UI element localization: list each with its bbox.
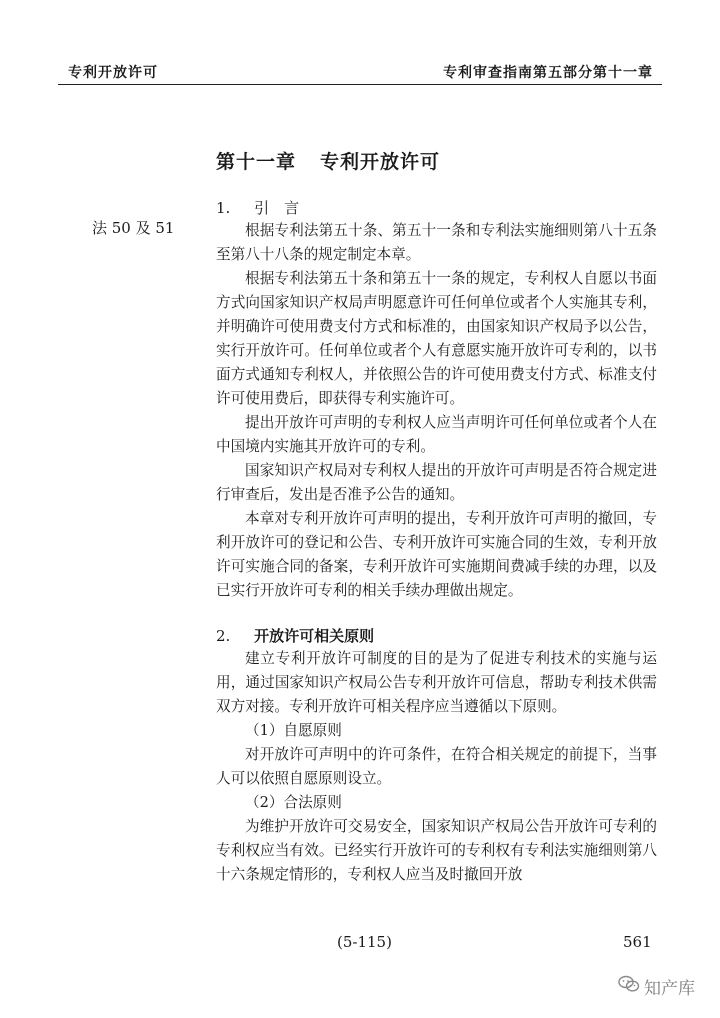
chapter-number: 第十一章 — [216, 151, 297, 173]
running-header-right: 专利审查指南第五部分第十一章 — [443, 65, 653, 81]
paragraph: 对开放许可声明中的许可条件，在符合相关规定的前提下，当事人可以依照自愿原则设立。 — [216, 746, 657, 787]
wechat-icon — [618, 975, 644, 998]
paragraph: 根据专利法第五十条、第五十一条和专利法实施细则第八十五条至第八十八条的规定制定本章。 — [216, 222, 657, 263]
watermark — [618, 974, 695, 999]
page-number: 561 — [623, 933, 652, 951]
margin-note: 法 50 及 51 — [92, 219, 175, 237]
page-code: (5-115) — [337, 933, 392, 951]
section-heading-2: 2. 开放许可相关原则 — [216, 627, 375, 645]
paragraph: 提出开放许可声明的专利权人应当声明许可任何单位或者个人在中国境内实施其开放许可的专利。 — [216, 414, 657, 455]
paragraph: 为维护开放许可交易安全，国家知识产权局公告开放许可专利的专利权应当有效。已经实行开放许可的专利权有专利法实施细则第八十六条规定情形的，专利权人应当及时撤回开放 — [216, 818, 657, 883]
watermark-text: 知产库 — [644, 979, 695, 999]
principle-title: （2）合法原则 — [245, 794, 342, 811]
principle-title: （1）自愿原则 — [245, 722, 342, 739]
section-1-body — [216, 219, 657, 603]
paragraph: 根据专利法第五十条和第五十一条的规定，专利权人自愿以书面方式向国家知识产权局声明愿意许可任何单位或者个人实施其专利，并明确许可使用费支付方式和标准的，由国家知识产权局予以公告，实行开放许可。任何单位或者个人有意愿实施开放许可专利的，以书面方式通知专利权人，并依照公告的许可使用费支付方式、标准支付许可使用费后，即获得专利实施许可。 — [216, 270, 657, 407]
paragraph: 本章对专利开放许可声明的提出，专利开放许可声明的撤回，专利开放许可的登记和公告、专利开放许可实施合同的生效，专利开放许可实施合同的备案，专利开放许可实施期间费减手续的办理，以及已实行开放许可专利的相关手续办理做出规定。 — [216, 510, 657, 599]
chapter-title — [216, 147, 440, 174]
section-heading-1: 1. 引 言 — [216, 199, 300, 217]
header-rule — [58, 84, 662, 85]
paragraph: 建立专利开放许可制度的目的是为了促进专利技术的实施与运用，通过国家知识产权局公告专利开放许可信息，帮助专利技术供需双方对接。专利开放许可相关程序应当遵循以下原则。 — [216, 650, 657, 715]
running-header-left: 专利开放许可 — [68, 65, 158, 81]
section-2-body — [216, 647, 657, 887]
chapter-name: 专利开放许可 — [320, 151, 441, 173]
paragraph: 国家知识产权局对专利权人提出的开放许可声明是否符合规定进行审查后，发出是否准予公告的通知。 — [216, 462, 657, 503]
